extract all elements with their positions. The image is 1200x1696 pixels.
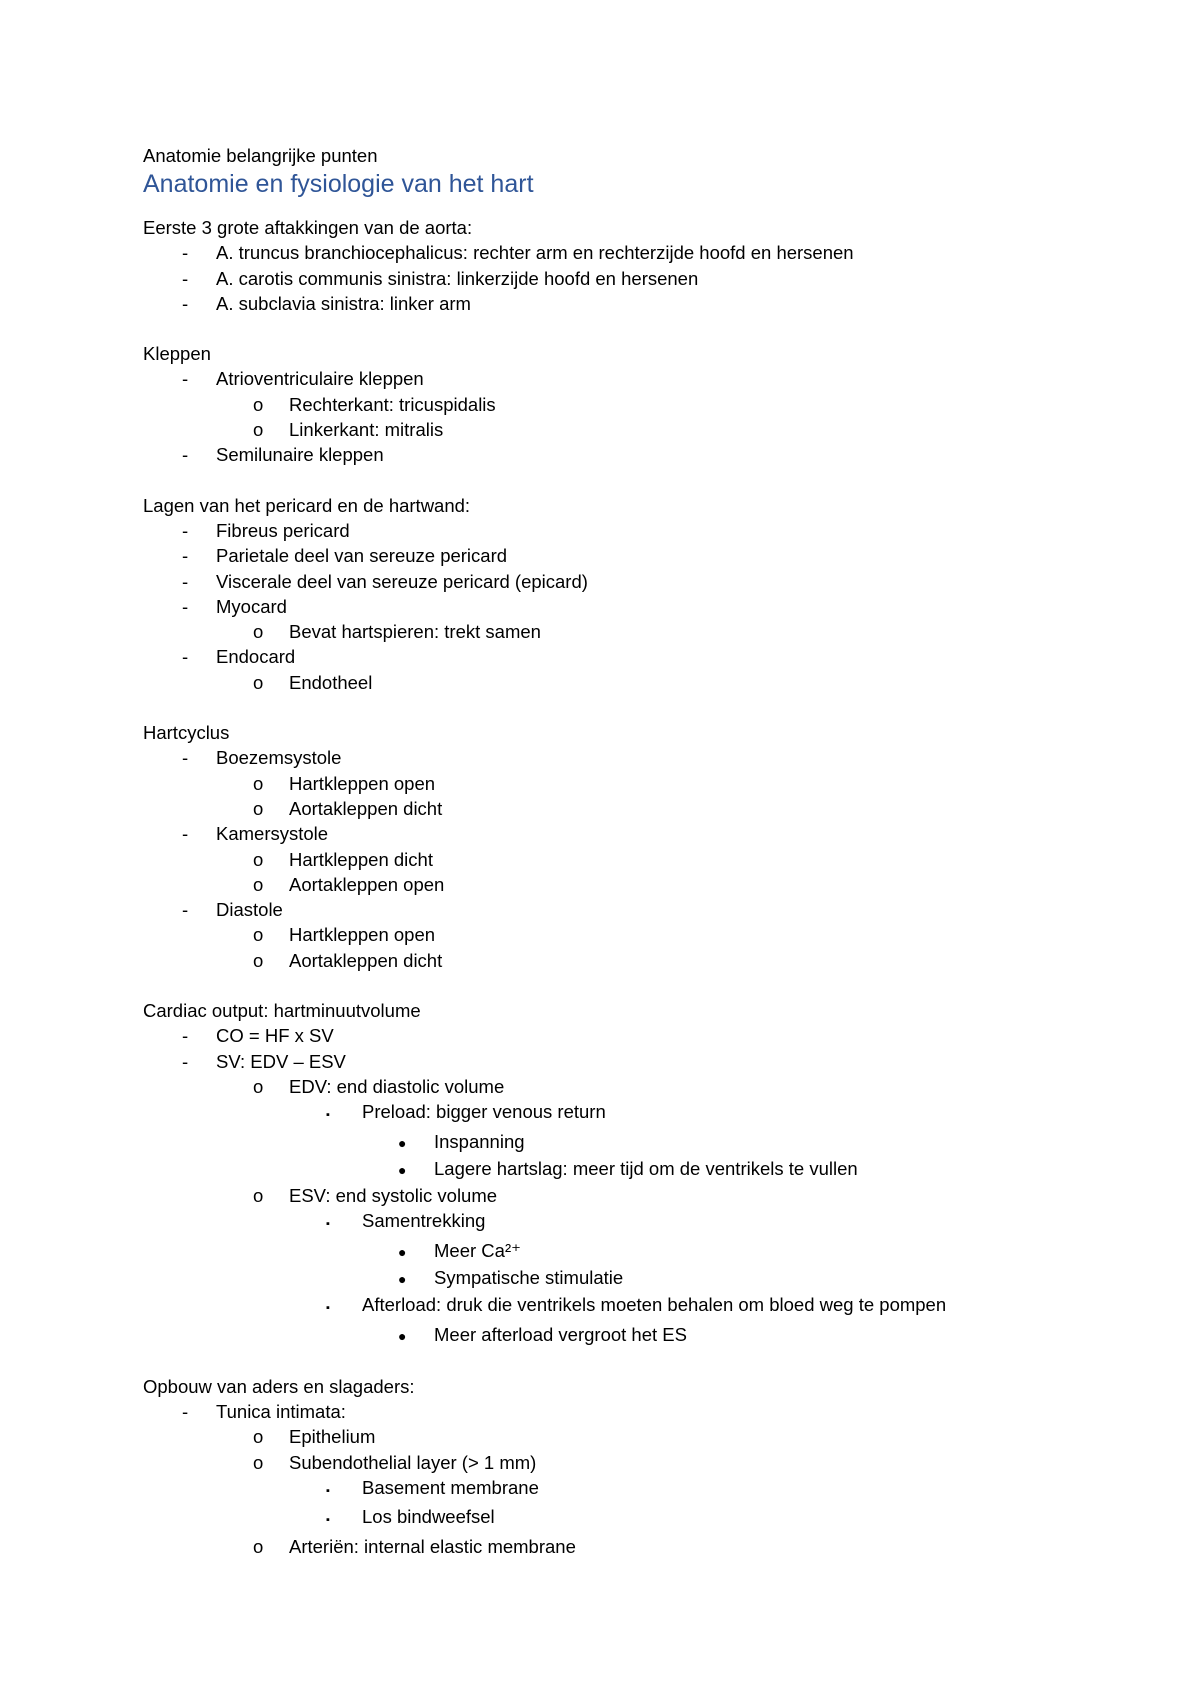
section: [143, 215, 1103, 316]
list-marker: o: [253, 797, 264, 819]
list-item: [143, 745, 1103, 770]
list-item: [143, 266, 1103, 291]
list-marker: -: [182, 1401, 189, 1423]
section: [143, 720, 1103, 973]
list-marker: ●: [398, 1134, 407, 1151]
list-item: [143, 619, 1103, 644]
list-item-text: Atrioventriculaire kleppen: [216, 368, 424, 390]
list-item: [143, 644, 1103, 669]
list-item: [143, 1156, 1103, 1183]
list-marker: ▪: [326, 1302, 330, 1315]
list-item: [143, 417, 1103, 442]
list-item-text: Endotheel: [289, 671, 373, 693]
list-marker: o: [253, 671, 264, 693]
list-marker: o: [253, 949, 264, 971]
list-item: [143, 392, 1103, 417]
list-marker: ▪: [326, 1109, 330, 1122]
list-marker: -: [182, 899, 189, 921]
list-item: [143, 1129, 1103, 1156]
list-item-text: Inspanning: [434, 1130, 525, 1152]
document-body: [143, 215, 1103, 1559]
list-item-text: Endocard: [216, 646, 296, 668]
list-item-text: Diastole: [216, 899, 283, 921]
list-item-text: A. truncus branchiocephalicus: rechter arm en rechterzijde hoofd en hersenen: [216, 242, 854, 264]
list-item: [143, 948, 1103, 973]
list-item: [143, 1450, 1103, 1475]
list-item-text: Meer Ca²⁺: [434, 1239, 521, 1261]
list-marker: -: [182, 1050, 189, 1072]
list-marker: -: [182, 292, 189, 314]
list-marker: -: [182, 545, 189, 567]
list-item-text: Aortakleppen dicht: [289, 797, 443, 819]
list-item: [143, 1292, 1103, 1321]
list-item-text: CO = HF x SV: [216, 1025, 334, 1047]
list-item-text: Preload: bigger venous return: [362, 1101, 606, 1123]
list-item-text: Los bindweefsel: [362, 1506, 495, 1528]
list-marker: o: [253, 621, 264, 643]
list-item: [143, 1265, 1103, 1292]
list-marker: o: [253, 1535, 264, 1557]
section: [143, 998, 1103, 1349]
list-item-text: Lagere hartslag: meer tijd om de ventrikels te vullen: [434, 1157, 858, 1179]
list-item-text: Epithelium: [289, 1426, 376, 1448]
list-item: [143, 1475, 1103, 1504]
list-item-text: Samentrekking: [362, 1210, 486, 1232]
list-item: [143, 771, 1103, 796]
list-item-text: Bevat hartspieren: trekt samen: [289, 621, 541, 643]
document-page: [143, 144, 1103, 1584]
list-item-text: Parietale deel van sereuze pericard: [216, 545, 508, 567]
list-item-text: Hartkleppen dicht: [289, 848, 433, 870]
list-marker: o: [253, 1185, 264, 1207]
list-item-text: Linkerkant: mitralis: [289, 419, 444, 441]
list-item: [143, 1208, 1103, 1237]
list-item: [143, 1238, 1103, 1265]
list-item: [143, 1534, 1103, 1559]
document-title: Anatomie en fysiologie van het hart: [143, 170, 534, 198]
list-item: [143, 442, 1103, 467]
list-item-text: Meer afterload vergroot het ES: [434, 1323, 687, 1345]
list-item: [143, 1023, 1103, 1048]
list-item: [143, 518, 1103, 543]
list-item-text: Aortakleppen open: [289, 873, 445, 895]
list-item-text: Fibreus pericard: [216, 519, 350, 541]
list-item-text: Arteriën: internal elastic membrane: [289, 1535, 576, 1557]
list-item: [143, 240, 1103, 265]
list-item-text: SV: EDV – ESV: [216, 1050, 346, 1072]
list-item: [143, 569, 1103, 594]
list-item: [143, 1504, 1103, 1533]
list-item-text: A. carotis communis sinistra: linkerzijde hoofd en hersenen: [216, 267, 699, 289]
list-marker: o: [253, 848, 264, 870]
list-marker: -: [182, 519, 189, 541]
list-item-text: Basement membrane: [362, 1477, 539, 1499]
list-item-text: ESV: end systolic volume: [289, 1185, 498, 1207]
list-marker: ●: [398, 1161, 407, 1178]
list-item: [143, 594, 1103, 619]
list-item: [143, 1183, 1103, 1208]
list-item-text: Hartkleppen open: [289, 924, 436, 946]
list-item-text: Kamersystole: [216, 823, 329, 845]
section: [143, 493, 1103, 695]
list-marker: ●: [398, 1327, 407, 1344]
list-marker: ▪: [326, 1485, 330, 1498]
list-item: [143, 291, 1103, 316]
list-item: [143, 1322, 1103, 1349]
list-item: [143, 543, 1103, 568]
list-item: [143, 1399, 1103, 1424]
list-marker: -: [182, 747, 189, 769]
section-heading: Hartcyclus: [143, 722, 230, 744]
list-marker: o: [253, 772, 264, 794]
document-subtitle: Anatomie belangrijke punten: [143, 145, 378, 166]
section-heading: Eerste 3 grote aftakkingen van de aorta:: [143, 217, 473, 238]
list-item-text: Hartkleppen open: [289, 772, 436, 794]
list-item-text: Aortakleppen dicht: [289, 949, 443, 971]
list-marker: o: [253, 1075, 264, 1097]
list-marker: -: [182, 570, 189, 592]
list-item-text: A. subclavia sinistra: linker arm: [216, 292, 471, 314]
list-item: [143, 847, 1103, 872]
section-heading: Opbouw van aders en slagaders:: [143, 1375, 415, 1397]
list-marker: ●: [398, 1270, 407, 1287]
list-marker: -: [182, 444, 189, 466]
list-item-text: Boezemsystole: [216, 747, 342, 769]
section-heading: Lagen van het pericard en de hartwand:: [143, 494, 471, 516]
list-item-text: Myocard: [216, 595, 287, 617]
list-item: [143, 922, 1103, 947]
list-marker: ▪: [326, 1514, 330, 1527]
list-item-text: Rechterkant: tricuspidalis: [289, 393, 496, 415]
list-item: [143, 821, 1103, 846]
list-marker: ▪: [326, 1218, 330, 1231]
list-item-text: EDV: end diastolic volume: [289, 1075, 505, 1097]
list-item-text: Afterload: druk die ventrikels moeten behalen om bloed weg te pompen: [362, 1294, 947, 1316]
list-marker: -: [182, 267, 189, 289]
list-item-text: Sympatische stimulatie: [434, 1266, 624, 1288]
list-item: [143, 670, 1103, 695]
list-item: [143, 897, 1103, 922]
list-item: [143, 872, 1103, 897]
list-marker: ●: [398, 1243, 407, 1260]
list-item-text: Subendothelial layer (> 1 mm): [289, 1451, 537, 1473]
list-item: [143, 796, 1103, 821]
list-marker: o: [253, 924, 264, 946]
list-item: [143, 1074, 1103, 1099]
list-item-text: Viscerale deel van sereuze pericard (epicard): [216, 570, 588, 592]
list-item: [143, 1424, 1103, 1449]
list-item-text: Semilunaire kleppen: [216, 444, 384, 466]
list-marker: o: [253, 393, 264, 415]
list-marker: o: [253, 1451, 264, 1473]
list-marker: -: [182, 1025, 189, 1047]
section: [143, 1374, 1103, 1559]
list-marker: -: [182, 595, 189, 617]
section: [143, 341, 1103, 467]
section-heading: Kleppen: [143, 343, 211, 365]
list-item-text: Tunica intimata:: [216, 1401, 346, 1423]
list-marker: -: [182, 242, 189, 264]
list-marker: -: [182, 368, 189, 390]
list-marker: o: [253, 1426, 264, 1448]
list-item: [143, 1099, 1103, 1128]
list-marker: o: [253, 419, 264, 441]
list-item: [143, 366, 1103, 391]
list-marker: -: [182, 823, 189, 845]
list-marker: -: [182, 646, 189, 668]
list-marker: o: [253, 873, 264, 895]
section-heading: Cardiac output: hartminuutvolume: [143, 1000, 421, 1022]
list-item: [143, 1049, 1103, 1074]
